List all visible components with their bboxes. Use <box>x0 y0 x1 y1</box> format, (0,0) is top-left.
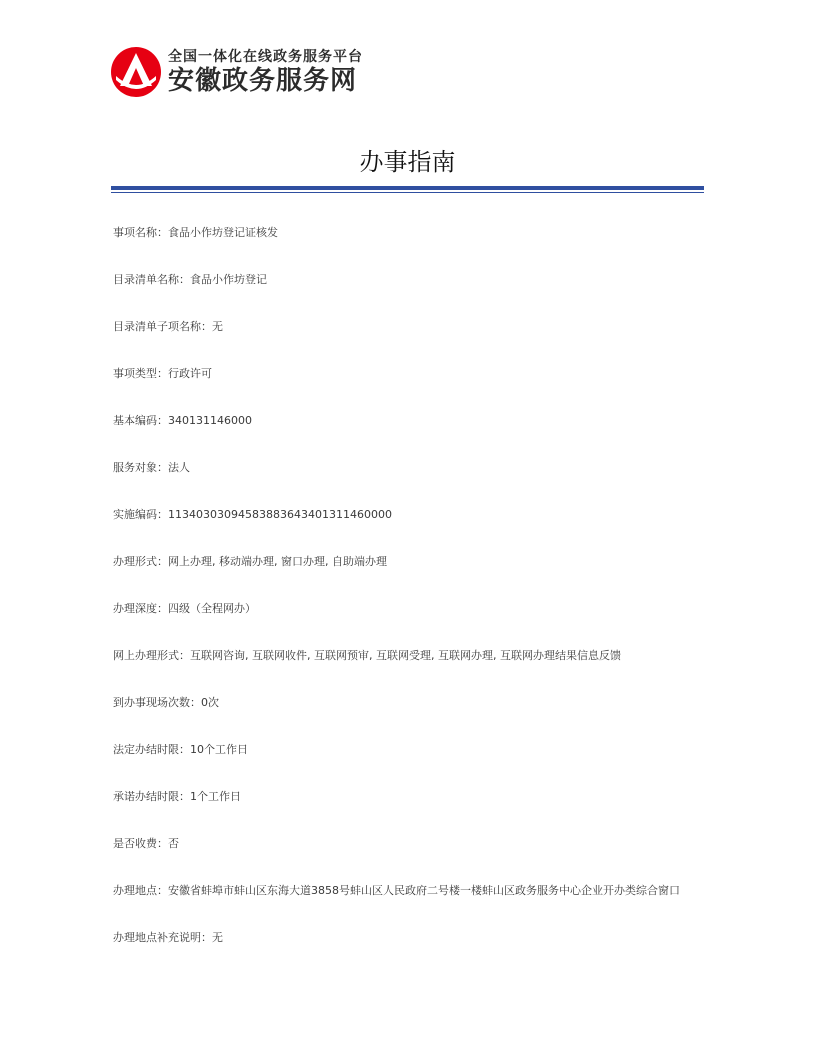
field-handling-form: 办理形式：网上办理, 移动端办理, 窗口办理, 自助端办理 <box>113 555 387 568</box>
field-item-type: 事项类型：行政许可 <box>113 367 212 380</box>
logo-main-text: 安徽政务服务网 <box>168 66 358 96</box>
anhui-logo-icon <box>110 46 162 98</box>
field-catalog-subitem: 目录清单子项名称：无 <box>113 320 223 333</box>
field-fee: 是否收费：否 <box>113 837 179 850</box>
field-catalog-name: 目录清单名称：食品小作坊登记 <box>113 273 267 286</box>
divider-thick-line <box>111 186 704 190</box>
field-visit-count: 到办事现场次数：0次 <box>113 696 219 709</box>
site-logo <box>110 46 363 98</box>
divider-thin-line <box>111 192 704 193</box>
page-title: 办事指南 <box>359 148 456 176</box>
guide-fields <box>113 222 703 974</box>
field-online-form: 网上办理形式：互联网咨询, 互联网收件, 互联网预审, 互联网受理, 互联网办理, 互联网办理结果信息反馈 <box>113 649 621 662</box>
logo-top-text: 全国一体化在线政务服务平台 <box>168 49 363 65</box>
field-location-note: 办理地点补充说明：无 <box>113 931 223 944</box>
field-service-target: 服务对象：法人 <box>113 461 190 474</box>
field-location: 办理地点：安徽省蚌埠市蚌山区东海大道3858号蚌山区人民政府二号楼一楼蚌山区政务服务中心企业开办类综合窗口 <box>113 884 680 897</box>
title-divider <box>111 186 704 193</box>
field-item-name: 事项名称：食品小作坊登记证核发 <box>113 226 278 239</box>
field-implementation-code: 实施编码：11340303094583883643401311460000 <box>113 508 392 521</box>
field-promised-time-limit: 承诺办结时限：1个工作日 <box>113 790 241 803</box>
field-handling-depth: 办理深度：四级（全程网办） <box>113 602 256 615</box>
field-basic-code: 基本编码：340131146000 <box>113 414 252 427</box>
field-legal-time-limit: 法定办结时限：10个工作日 <box>113 743 248 756</box>
